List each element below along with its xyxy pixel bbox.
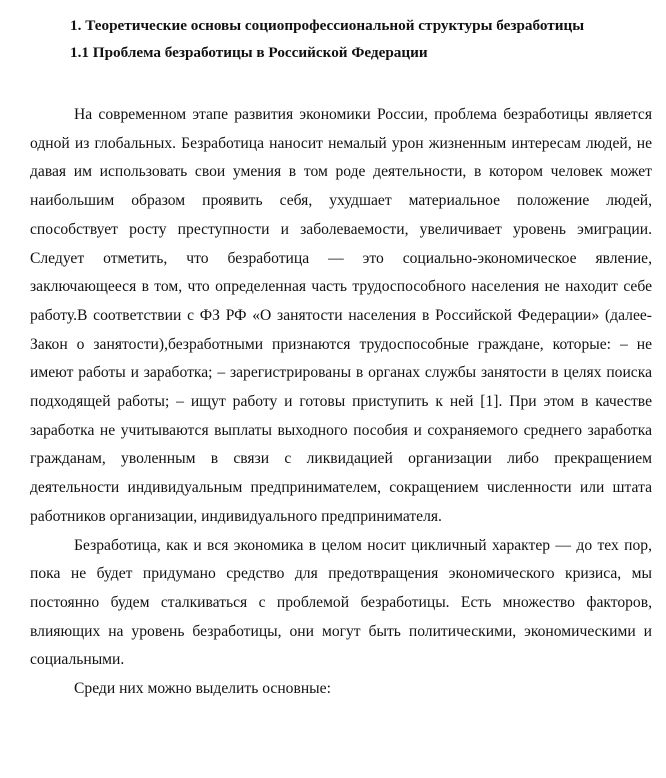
paragraph-3: Среди них можно выделить основные: [74, 680, 331, 698]
document-body [30, 101, 652, 704]
chapter-heading: 1. Теоретические основы социопрофессиональной структуры безработицы [70, 17, 585, 34]
paragraph-1: На современном этапе развития экономики России, проблема безработицы является одной из глобальных. Безработица наносит немалый урон жизненным интересам людей, не давая им использовать свои умения в том роде деятельности, в котором человек может наибольшим образом проявить себя, ухудшает материальное положение людей, способствует росту преступности и заболеваемости, увеличивает уровень эмиграции. Следует отметить, что безработица — это социально-экономическое явление, заключающееся в том, что определенная часть трудоспособного населения не находит себе работу.В соответствии с ФЗ РФ «О занятости населения в Российской Федерации» (далее-Закон о занятости),безработными признаются трудоспособные граждане, которые: – не имеют работы и заработка; – зарегистрированы в органах службы занятости в целях поиска подходящей работы; – ищут работу и готовы приступить к ней [1]. При этом в качестве заработка не учитываются выплаты выходного пособия и сохраняемого среднего заработка гражданам, уволенным в связи с ликвидацией организации либо прекращением деятельности индивидуальным предпринимателем, сокращением численности или штата работников организации, индивидуального предпринимателя. [30, 106, 652, 525]
paragraph-2: Безработица, как и вся экономика в целом носит цикличный характер — до тех пор, пока не будет придумано средство для предотвращения экономического кризиса, мы постоянно будем сталкиваться с проблемой безработицы. Есть множество факторов, влияющих на уровень безработицы, они могут быть политическими, экономическими и социальными. [30, 536, 652, 669]
section-heading: 1.1 Проблема безработицы в Российской Федерации [70, 44, 428, 61]
